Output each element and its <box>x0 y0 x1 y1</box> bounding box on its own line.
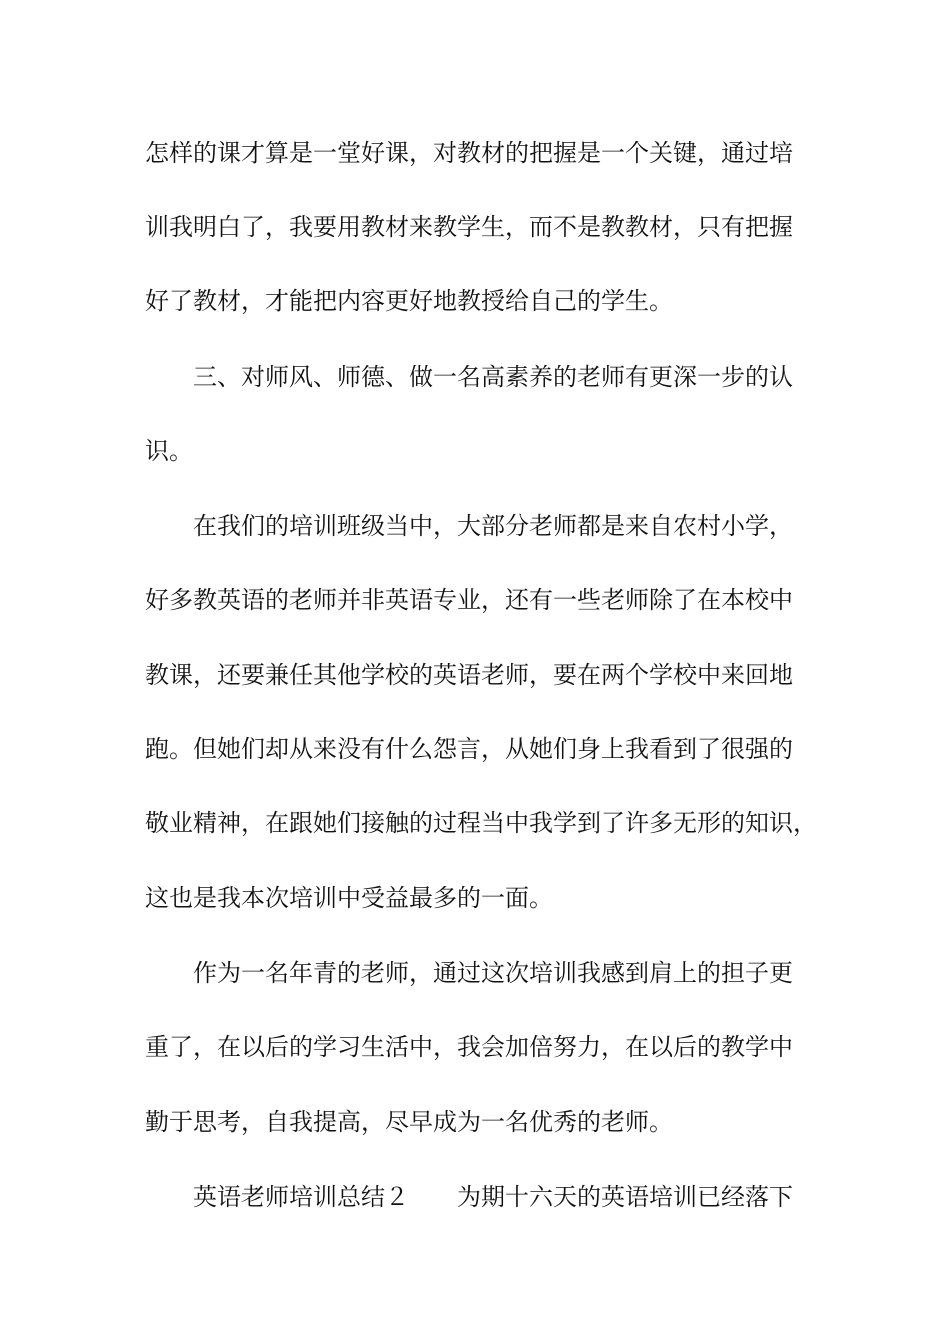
paragraph-line: 勤于思考，自我提高，尽早成为一名优秀的老师。 <box>145 1108 673 1136</box>
paragraph-line: 在我们的培训班级当中，大部分老师都是来自农村小学， <box>193 512 793 540</box>
paragraph-line: 跑。但她们却从来没有什么怨言，从她们身上我看到了很强的 <box>145 735 793 763</box>
article-intro-text: 为期十六天的英语培训已经落下 <box>457 1183 793 1211</box>
article-title-line <box>193 1177 815 1217</box>
section-heading-line: 识。 <box>145 437 193 465</box>
paragraph-line: 训我明白了，我要用教材来教学生，而不是教教材，只有把握 <box>145 213 793 241</box>
paragraph-line: 作为一名年青的老师，通过这次培训我感到肩上的担子更 <box>193 959 793 987</box>
paragraph-line: 怎样的课才算是一堂好课，对教材的把握是一个关键，通过培 <box>145 139 793 167</box>
paragraph-line: 好多教英语的老师并非英语专业，还有一些老师除了在本校中 <box>145 586 793 614</box>
paragraph-line: 好了教材，才能把内容更好地教授给自己的学生。 <box>145 287 673 315</box>
section-heading-line: 三、对师风、师德、做一名高素养的老师有更深一步的认 <box>193 363 793 391</box>
article-title: 英语老师培训总结２ <box>193 1183 409 1211</box>
paragraph-line: 这也是我本次培训中受益最多的一面。 <box>145 884 553 912</box>
paragraph-line: 教课，还要兼任其他学校的英语老师，要在两个学校中来回地 <box>145 661 793 689</box>
paragraph-line: 敬业精神，在跟她们接触的过程当中我学到了许多无形的知识， <box>145 809 817 837</box>
paragraph-line: 重了，在以后的学习生活中，我会加倍努力，在以后的教学中 <box>145 1033 793 1061</box>
